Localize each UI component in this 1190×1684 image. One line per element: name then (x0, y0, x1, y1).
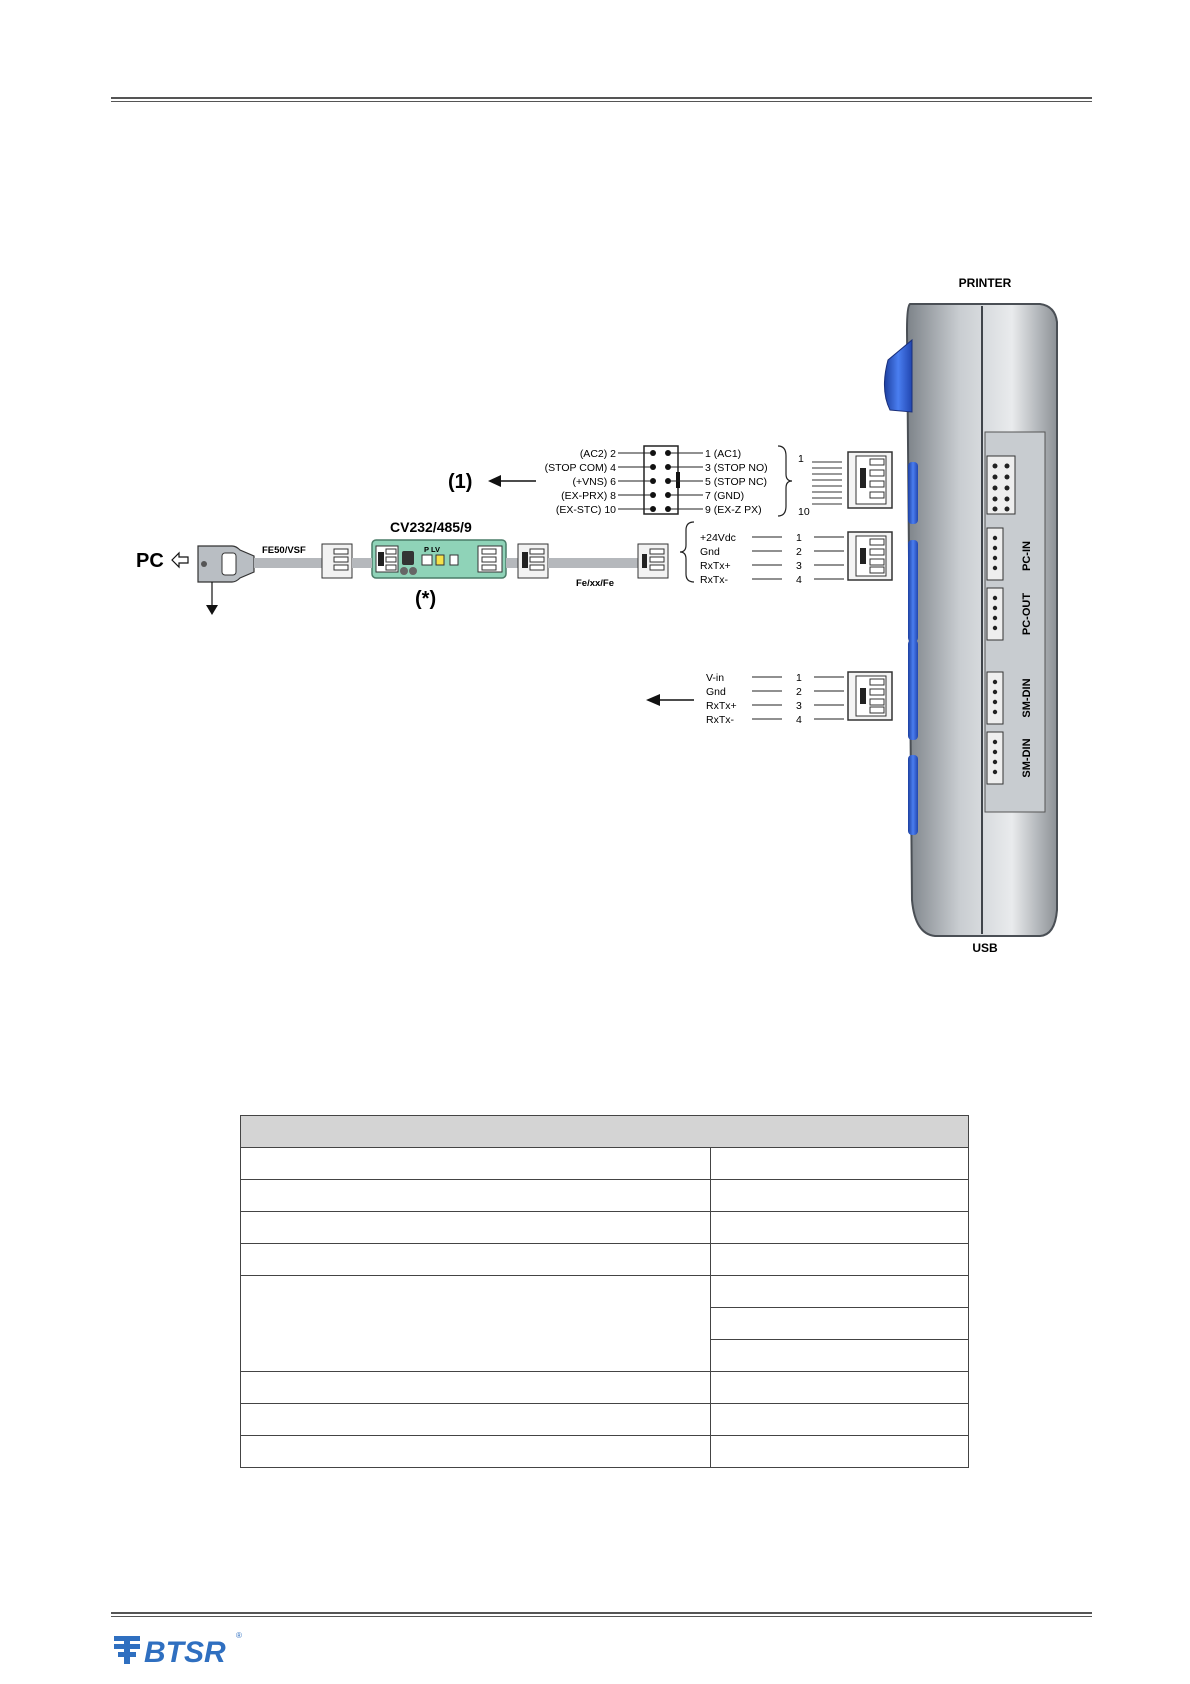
pc-signal-1: +24Vdc (700, 532, 736, 544)
table-cell (711, 1180, 969, 1212)
table-row (241, 1404, 969, 1436)
sm-number-3: 3 (796, 700, 802, 712)
pc-signal-4: RxTx- (700, 574, 728, 586)
pc-number-4: 4 (796, 574, 802, 586)
pc-signal-3: RxTx+ (700, 560, 731, 572)
pin-right-3: 3 (STOP NO) (705, 462, 768, 474)
rj-connector (518, 544, 548, 578)
pin-left-4: (STOP COM) 4 (544, 462, 616, 474)
db9-connector (198, 546, 254, 615)
arrow-left-icon (646, 694, 694, 706)
cable-fe50 (254, 558, 324, 568)
note-star: (*) (415, 588, 437, 610)
svg-text:BTSR: BTSR (144, 1636, 226, 1668)
cable-fe-label: Fe/xx/Fe (576, 578, 615, 589)
pc-signal-2: Gnd (700, 546, 720, 558)
table-cell (241, 1436, 711, 1468)
printer-label: PRINTER (958, 276, 1012, 290)
converter-leds: P LV (424, 545, 440, 554)
table-row (241, 1244, 969, 1276)
table-row (241, 1180, 969, 1212)
pin-right-7: 7 (GND) (705, 490, 745, 502)
device-connector-pc (848, 532, 892, 580)
table-cell (241, 1180, 711, 1212)
footer-rule-thin (111, 1616, 1092, 1617)
pc-label: PC (136, 550, 164, 572)
pin-left-2: (AC2) 2 (579, 448, 616, 460)
table-cell (241, 1404, 711, 1436)
table-cell (711, 1404, 969, 1436)
converter-cv232 (372, 540, 506, 578)
table-header-row (241, 1116, 969, 1148)
table-cell (711, 1148, 969, 1180)
table-row (241, 1148, 969, 1180)
pin-right-5: 5 (STOP NC) (705, 476, 768, 488)
range-bottom: 10 (798, 506, 810, 518)
table-cell (711, 1372, 969, 1404)
range-top: 1 (798, 453, 804, 465)
cable-pc-label: FE50/VSF (262, 545, 306, 556)
table-header-cell (241, 1116, 969, 1148)
port-label-pc-out: PC-OUT (1021, 592, 1033, 636)
table-cell (241, 1372, 711, 1404)
table-cell (711, 1436, 969, 1468)
pc-port-pinout (680, 522, 844, 586)
sm-number-1: 1 (796, 672, 802, 684)
table-row (241, 1276, 969, 1308)
sm-signal-3: RxTx+ (706, 700, 737, 712)
table-cell (711, 1244, 969, 1276)
btsr-logo (112, 1626, 247, 1668)
port-label-sm-din-2: SM-DIN (1021, 738, 1033, 778)
table-row (241, 1212, 969, 1244)
arrow-left-icon (172, 553, 188, 567)
port-label-sm-din-1: SM-DIN (1021, 678, 1033, 718)
table-cell (241, 1244, 711, 1276)
cable-fe (548, 558, 640, 568)
spec-table (240, 1115, 969, 1468)
sm-signal-1: V-in (706, 672, 725, 684)
device-connector-10pin (812, 452, 892, 508)
note-1: (1) (448, 471, 473, 493)
pin-left-10: (EX-STC) 10 (555, 504, 616, 516)
table-row (241, 1372, 969, 1404)
rj-connector (322, 544, 352, 578)
arrow-left-icon (488, 475, 536, 487)
port-label-pc-in: PC-IN (1021, 541, 1033, 571)
rj-connector (638, 544, 668, 578)
sm-signal-2: Gnd (706, 686, 726, 698)
pin-left-6: (+VNS) 6 (572, 476, 616, 488)
table-cell (711, 1276, 969, 1308)
table-cell-merged (241, 1276, 711, 1372)
controller-device (884, 304, 1057, 936)
sm-port-pinout (706, 672, 844, 726)
pin-right-9: 9 (EX-Z PX) (705, 504, 762, 516)
usb-label: USB (972, 941, 998, 955)
pc-number-2: 2 (796, 546, 802, 558)
table-cell (711, 1308, 969, 1340)
table-cell (711, 1212, 969, 1244)
sm-number-2: 2 (796, 686, 802, 698)
table-cell (241, 1148, 711, 1180)
table-cell (241, 1212, 711, 1244)
pc-number-3: 3 (796, 560, 802, 572)
svg-text:®: ® (236, 1631, 242, 1640)
footer-rule (111, 1612, 1092, 1614)
pin-left-8: (EX-PRX) 8 (561, 490, 616, 502)
pin-right-1: 1 (AC1) (705, 448, 742, 460)
pc-number-1: 1 (796, 532, 802, 544)
sm-signal-4: RxTx- (706, 714, 734, 726)
sm-number-4: 4 (796, 714, 802, 726)
device-connector-sm (848, 672, 892, 720)
table-row (241, 1436, 969, 1468)
converter-label: CV232/485/9 (390, 519, 472, 535)
table-cell (711, 1340, 969, 1372)
pinout-10pin (545, 446, 810, 518)
